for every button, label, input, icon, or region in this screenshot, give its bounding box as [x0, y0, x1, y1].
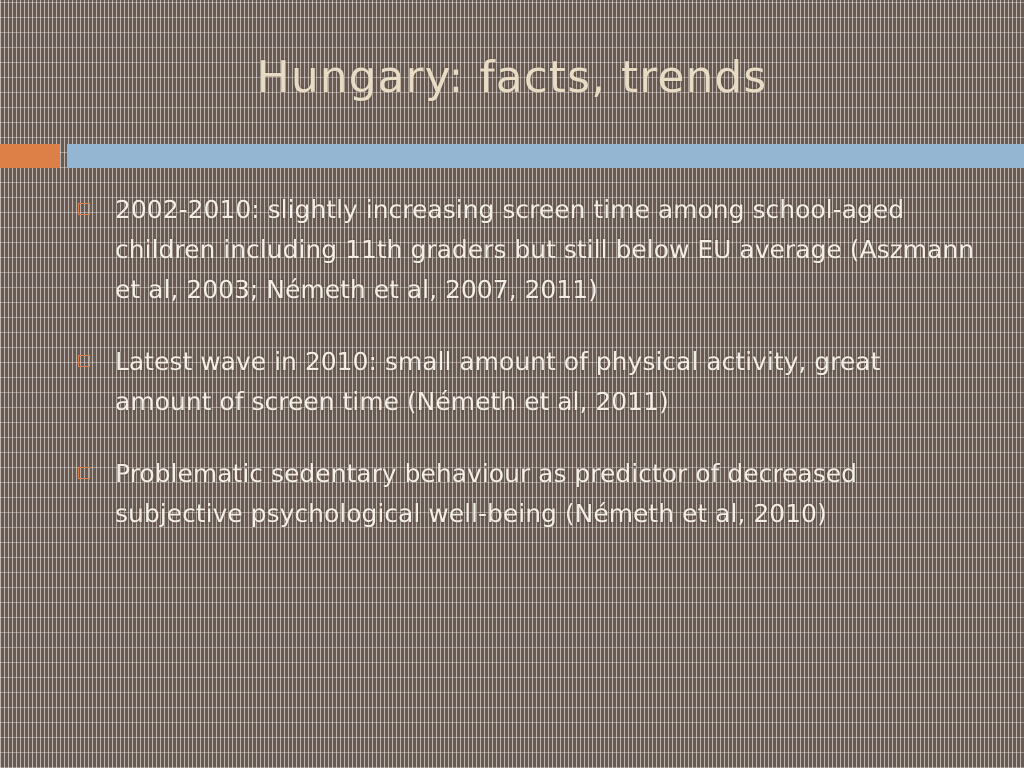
accent-bar-orange [0, 144, 60, 168]
bullet-text: Latest wave in 2010: small amount of physical activity, great amount of screen time (Németh et al, 2011) [115, 347, 881, 416]
square-bullet-icon [78, 355, 90, 367]
bullet-text: 2002-2010: slightly increasing screen time among school-aged children including 11th graders but still below EU average (Aszmann et al, 2003; Németh et al, 2007, 2011) [115, 195, 975, 304]
bullet-text: Problematic sedentary behaviour as predictor of decreased subjective psychological well-being (Németh et al, 2010) [115, 459, 858, 528]
square-bullet-icon [78, 467, 90, 479]
bullet-item [78, 342, 978, 422]
slide-title: Hungary: facts, trends [256, 52, 768, 103]
bullet-list [78, 190, 978, 566]
accent-bar-blue [67, 144, 1024, 168]
bullet-item [78, 190, 978, 310]
square-bullet-icon [78, 203, 90, 215]
bullet-item [78, 454, 978, 534]
